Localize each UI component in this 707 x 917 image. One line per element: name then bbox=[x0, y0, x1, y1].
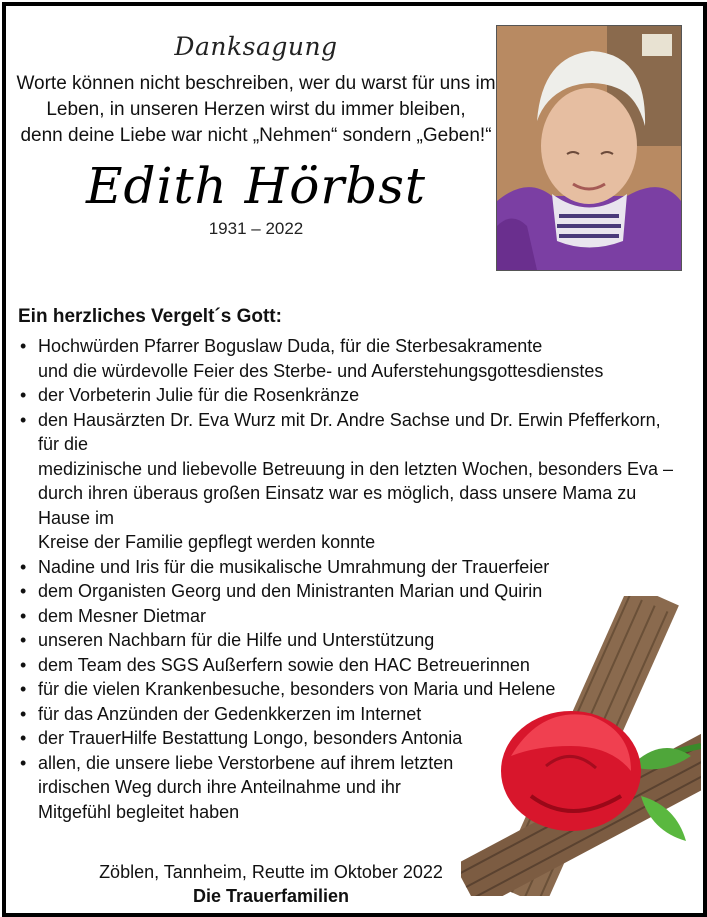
obituary-card bbox=[2, 2, 707, 917]
list-item: • dem Team des SGS Außerfern sowie den HAC Betreuerinnen bbox=[20, 654, 530, 675]
header bbox=[6, 32, 506, 239]
list-item: • dem Mesner Dietmar bbox=[20, 605, 207, 626]
list-item: • unseren Nachbarn für die Hilfe und Unterstützung bbox=[20, 630, 435, 650]
list-item: • Nadine und Iris für die musikalische Umrahmung der Trauerfeier bbox=[20, 556, 550, 577]
motto-line: denn deine Liebe war nicht „Nehmen“ sondern „Geben!“ bbox=[20, 125, 492, 146]
list-item: • der TrauerHilfe Bestattung Longo, besonders Antonia bbox=[20, 728, 463, 748]
list-item: • für die vielen Krankenbesuche, besonders von Maria und Helene bbox=[20, 679, 556, 699]
closing bbox=[6, 860, 536, 908]
place-date: Zöblen, Tannheim, Reutte im Oktober 2022 bbox=[99, 862, 443, 882]
life-years: 1931 – 2022 bbox=[208, 219, 304, 238]
list-item: • für das Anzünden der Gedenkkerzen im Internet bbox=[20, 703, 422, 724]
rose-cross-image bbox=[461, 596, 701, 896]
motto bbox=[6, 71, 506, 149]
list-item: • allen, die unsere liebe Verstorbene auf ihrem letzten irdischen Weg durch ihre Anteilnahme und ihr Mitgefühl begleitet haben bbox=[20, 752, 454, 822]
list-item: • Hochwürden Pfarrer Boguslaw Duda, für die Sterbesakramente und die würdevolle Feier des Sterbe- und Auferstehungsgottesdienstes bbox=[20, 336, 604, 381]
list-item: • dem Organisten Georg und den Ministranten Marian und Quirin bbox=[20, 581, 543, 601]
motto-line: Worte können nicht beschreiben, wer du warst für uns im bbox=[16, 73, 496, 94]
list-item: • der Vorbeterin Julie für die Rosenkränze bbox=[20, 385, 360, 405]
signature: Die Trauerfamilien bbox=[192, 886, 350, 906]
motto-line: Leben, in unseren Herzen wirst du immer bleiben, bbox=[46, 99, 466, 120]
list-item: • den Hausärzten Dr. Eva Wurz mit Dr. Andre Sachse und Dr. Erwin Pfefferkorn, für die medizinische und liebevolle Betreuung in den letzten Wochen, besonders Eva – durch ihren überaus großen Einsatz war es möglich, dass unsere Mama zu Hause im Kreise der Familie gepflegt werden konnte bbox=[20, 409, 674, 552]
thanks-heading: Ein herzliches Vergelt´s Gott: bbox=[18, 306, 282, 327]
deceased-name: Edith Hörbst bbox=[85, 157, 427, 215]
portrait-photo bbox=[496, 25, 682, 271]
page-title: Danksagung bbox=[174, 32, 338, 61]
